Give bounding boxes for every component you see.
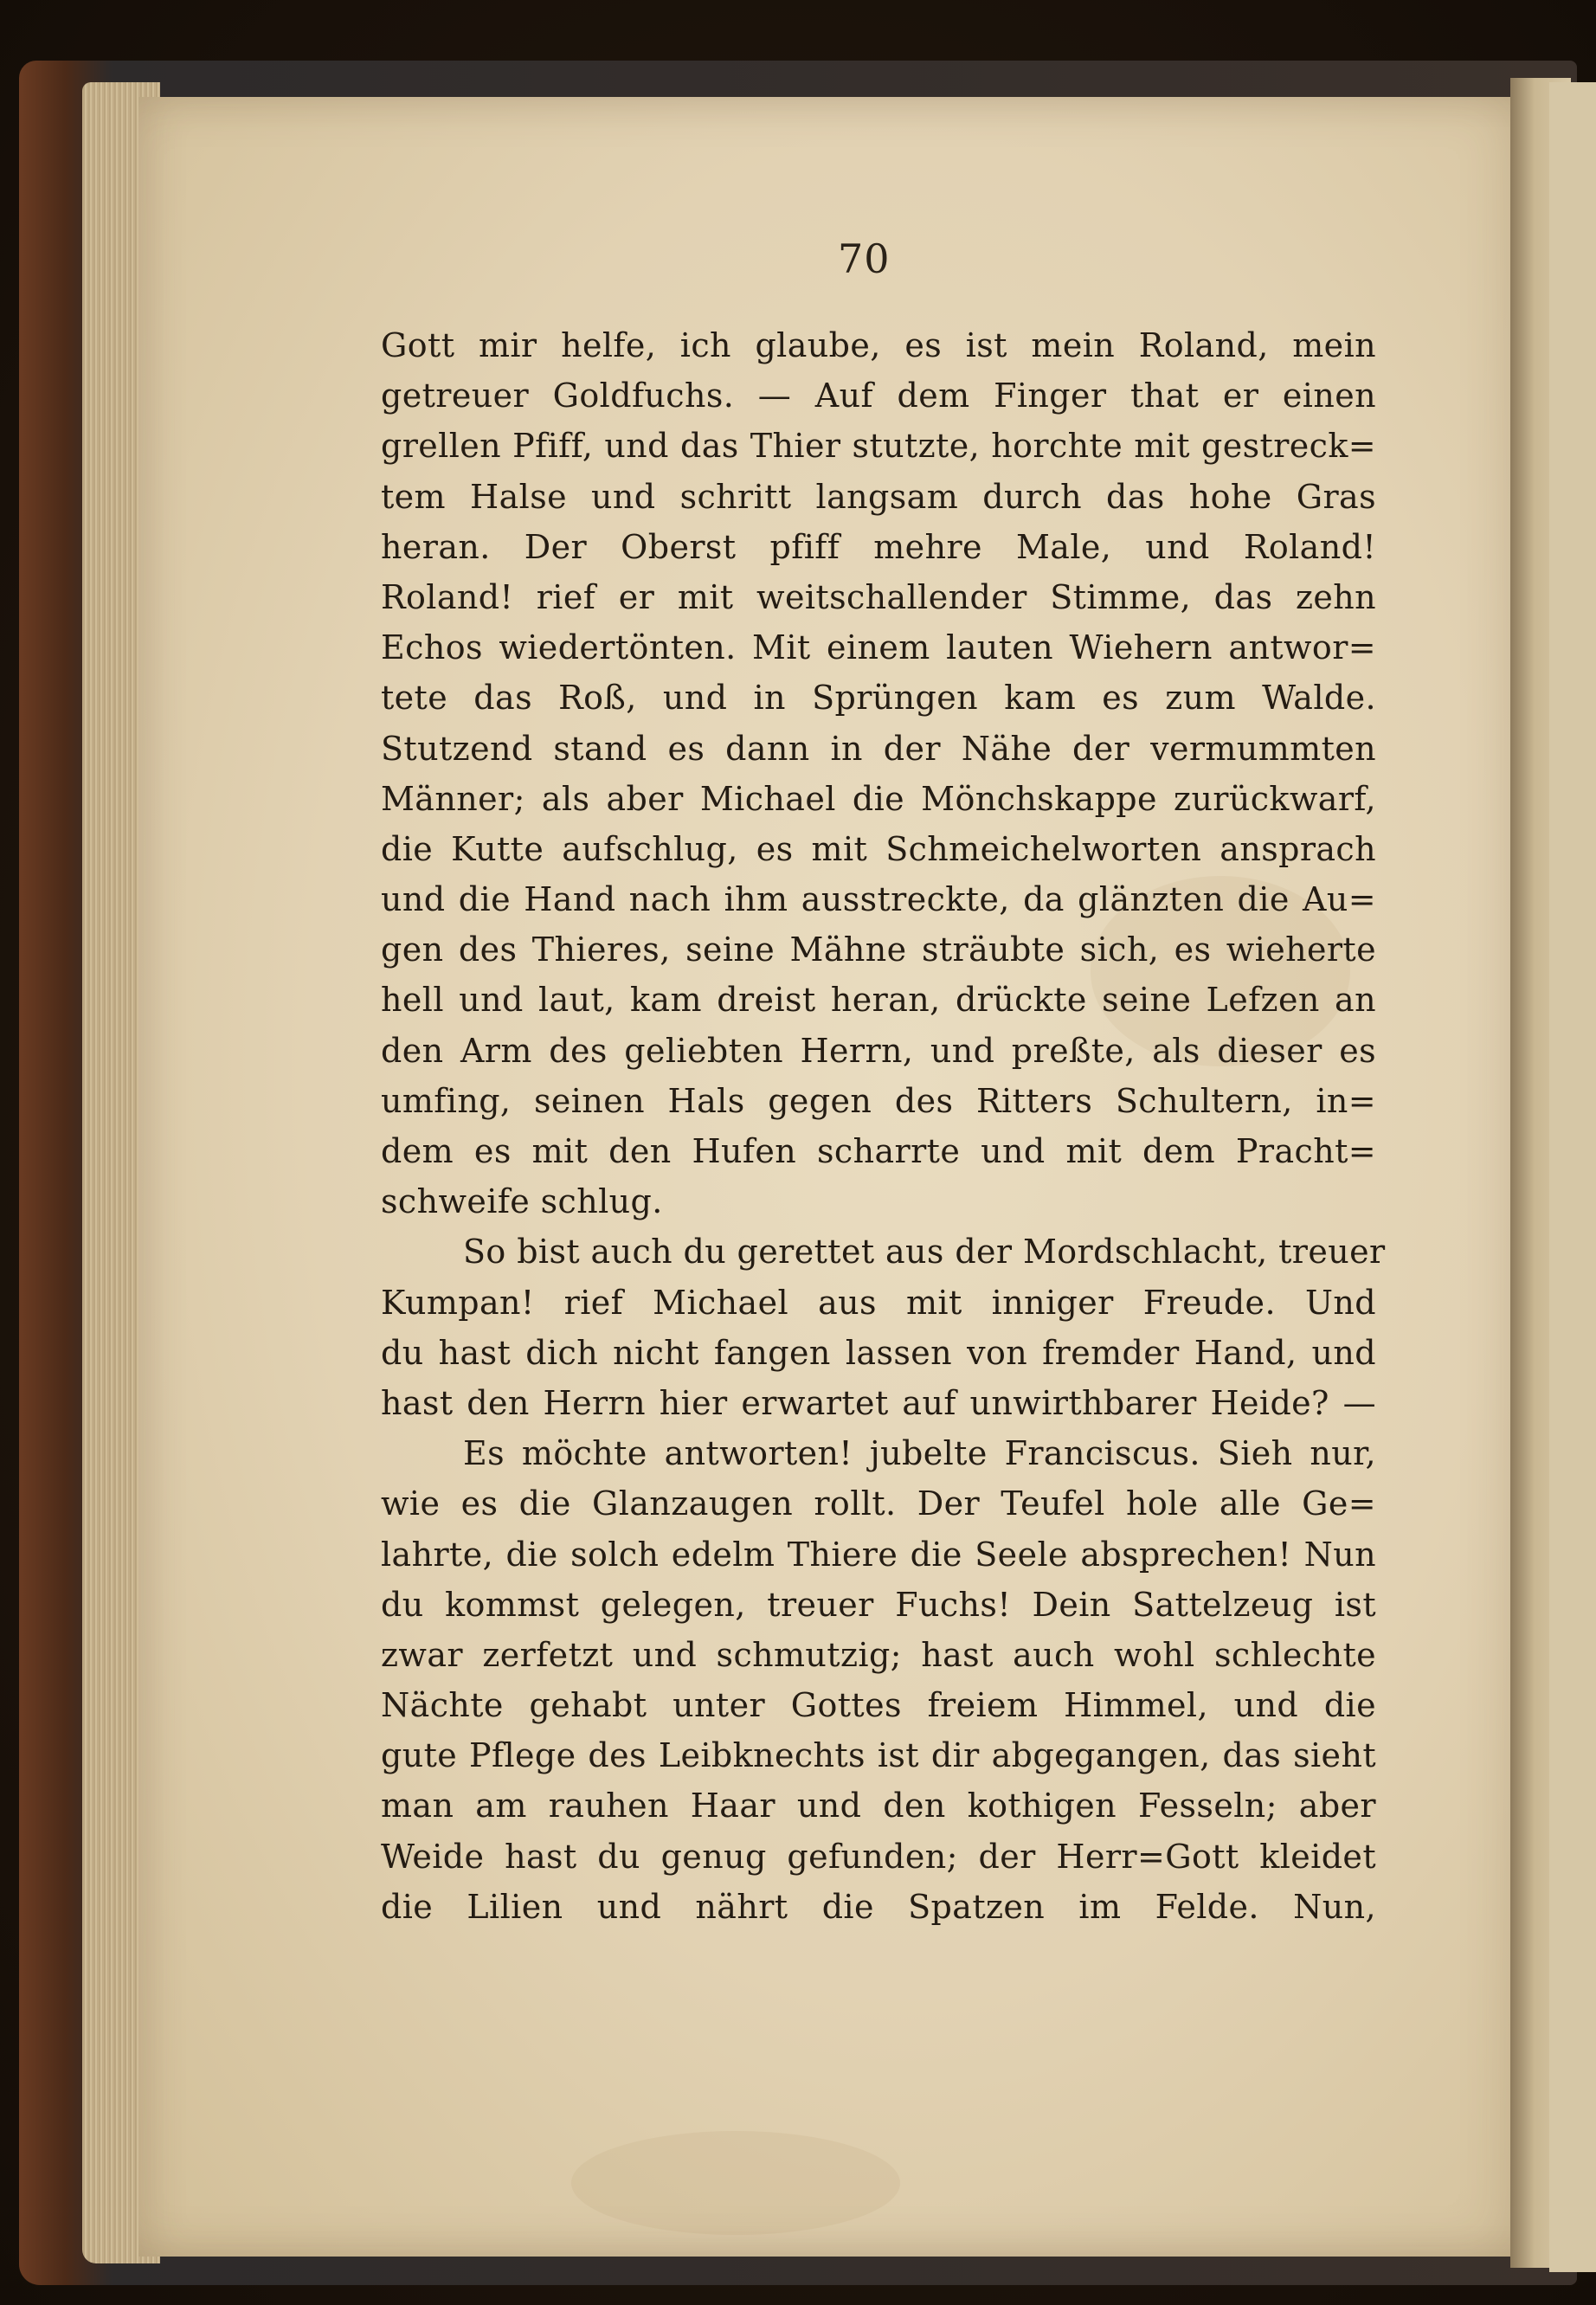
text-line: Männer; als aber Michael die Mönchskappe zurückwarf, xyxy=(381,779,1376,818)
text-line: den Arm des geliebten Herrn, und preßte, als dieser es xyxy=(381,1031,1376,1070)
text-line: man am rauhen Haar und den kothigen Fesseln; aber xyxy=(381,1787,1376,1825)
text-line: tem Halse und schritt langsam durch das hohe Gras xyxy=(381,477,1376,516)
text-line: du hast dich nicht fangen lassen von fremder Hand, und xyxy=(381,1333,1376,1372)
facing-page-edge xyxy=(1549,82,1596,2272)
text-line: gen des Thieres, seine Mähne sträubte sich, es wieherte xyxy=(381,930,1376,969)
text-line: Weide hast du genug gefunden; der Herr=Gott kleidet xyxy=(381,1837,1376,1876)
text-line: Nächte gehabt unter Gottes freiem Himmel, und die xyxy=(381,1686,1376,1725)
text-line: Es möchte antworten! jubelte Franciscus. Sieh nur, xyxy=(463,1434,1376,1473)
text-line: heran. Der Oberst pfiff mehre Male, und Roland! xyxy=(381,527,1376,566)
text-line: hast den Herrn hier erwartet auf unwirthbarer Heide? — xyxy=(381,1383,1376,1422)
text-line: Stutzend stand es dann in der Nähe der vermummten xyxy=(381,729,1376,768)
text-line: die Lilien und nährt die Spatzen im Felde. Nun, xyxy=(381,1887,1376,1926)
text-line: grellen Pfiff, und das Thier stutzte, horchte mit gestreck= xyxy=(381,427,1376,466)
body-text xyxy=(381,320,1386,1932)
text-line: lahrte, die solch edelm Thiere die Seele absprechen! Nun xyxy=(381,1535,1376,1574)
page-number: 70 xyxy=(838,235,891,282)
text-line: Kumpan! rief Michael aus mit inniger Freude. Und xyxy=(381,1283,1376,1322)
text-line: zwar zerfetzt und schmutzig; hast auch wohl schlechte xyxy=(381,1635,1376,1674)
text-line: Roland! rief er mit weitschallender Stimme, das zehn xyxy=(381,577,1376,616)
text-line: umfing, seinen Hals gegen des Ritters Schultern, in= xyxy=(381,1081,1376,1120)
text-line: So bist auch du gerettet aus der Mordschlacht, treuer xyxy=(463,1233,1386,1272)
text-line: hell und laut, kam dreist heran, drückte seine Lefzen an xyxy=(381,981,1376,1020)
text-line: wie es die Glanzaugen rollt. Der Teufel hole alle Ge= xyxy=(381,1484,1376,1523)
text-line: schweife schlug. xyxy=(381,1182,663,1221)
text-line: gute Pflege des Leibknechts ist dir abgegangen, das sieht xyxy=(381,1736,1376,1775)
text-line: dem es mit den Hufen scharrte und mit dem Pracht= xyxy=(381,1132,1376,1170)
text-line: getreuer Goldfuchs. — Auf dem Finger that er einen xyxy=(381,377,1376,415)
text-line: die Kutte aufschlug, es mit Schmeichelworten ansprach xyxy=(381,829,1376,868)
text-line: Echos wiedertönten. Mit einem lauten Wiehern antwor= xyxy=(381,628,1376,667)
text-line: und die Hand nach ihm ausstreckte, da glänzten die Au= xyxy=(381,880,1376,919)
text-line: du kommst gelegen, treuer Fuchs! Dein Sattelzeug ist xyxy=(381,1585,1376,1624)
text-line: Gott mir helfe, ich glaube, es ist mein Roland, mein xyxy=(381,326,1376,364)
paper-stain xyxy=(571,2131,900,2235)
text-line: tete das Roß, und in Sprüngen kam es zum Walde. xyxy=(381,679,1376,718)
